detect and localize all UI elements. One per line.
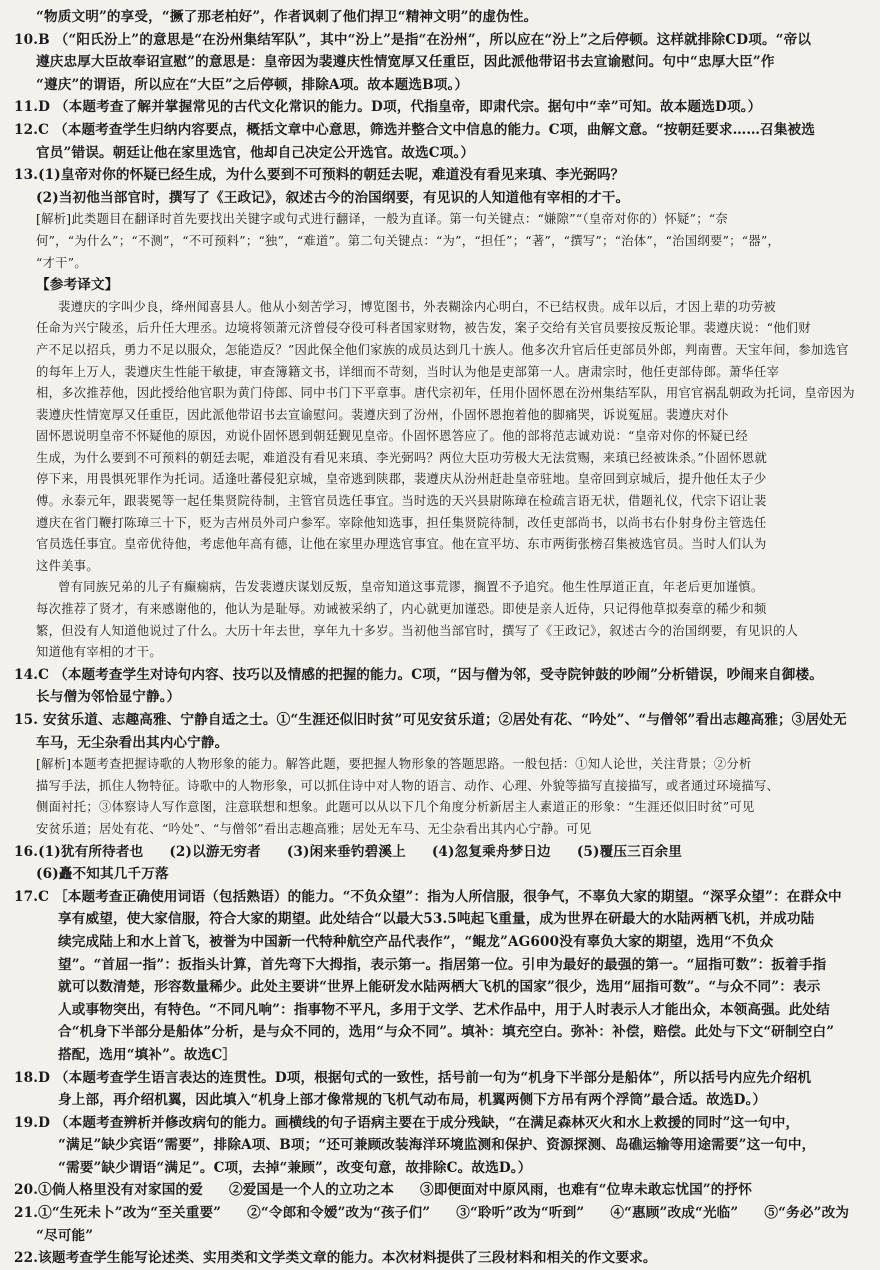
answer-option: ②“令郎和令嫒”改为“孩子们” <box>247 1205 431 1222</box>
text-line: “满足”缺少宾语“需要”，排除A项、B项；“还可兼顾改装海洋环境监测和保护、资源探测、岛礁运输等用途需要”这一句中， <box>58 1137 816 1154</box>
text-line: 曾有同族兄弟的儿子有癫痫病，告发裴遵庆谋划反叛，皇帝知道这事荒谬，搁置不予追究。他生性厚道正直，年老后更加谨慎。 <box>58 580 764 595</box>
text-line: [解析]本题考查把握诗歌的人物形象的能力。解答此题，要把握人物形象的答题思路。一般包括：①知人论世，关注背景；②分析 <box>36 757 752 772</box>
text-line: 12.C （本题考查学生归纳内容要点，概括文章中心意思，筛选并整合文中信息的能力。C项，曲解文意。“按朝廷要求……召集被选 <box>14 121 816 138</box>
text-line: 22.该题考查学生能写论述类、实用类和文学类文章的能力。本次材料提供了三段材料和相关的作文要求。 <box>14 1250 657 1267</box>
text-line: 车马，无尘杂看出其内心宁静。 <box>36 734 229 751</box>
text-line: 遵庆在省门鞭打陈璋三十下，贬为吉州员外司户参军。宰除他知选事，担任集贤院待制，改任吏部尚书，以尚书右仆射身份主管选任 <box>36 515 767 530</box>
text-line: 18.D （本题考查学生语言表达的连贯性。D项，根据句式的一致性，括号前一句为“机身下半部分是船体”，所以括号内应先介绍机 <box>14 1069 812 1086</box>
answer-option: (5)覆压三百余里 <box>576 843 683 860</box>
text-line: 知道他有宰相的才干。 <box>36 645 162 660</box>
answer-option: 21.①“生死未卜”改为“至关重要” <box>14 1205 222 1222</box>
text-line: 安贫乐道；居处有花、“吟处”、“与僧邻”看出志趣高雅；居处无车马、无尘杂看出其内心宁静。可见 <box>36 821 592 836</box>
text-line: 11.D （本题考查了解并掌握常见的古代文化常识的能力。D项，代指皇帝，即肃代宗。据句中“幸”可知。故本题选D项。） <box>14 99 762 116</box>
answer-option: (2)以游无穷者 <box>169 843 261 860</box>
text-line: 10.B （“阳氏汾上”的意思是“在汾州集结军队”，其中“汾上”是指“在汾州”，所以应在“汾上”之后停顿。这样就排除CD项。“帝以 <box>14 31 812 48</box>
text-line: “遵庆”的谓语，所以应在“大臣”之后停顿，排除A项。故本题选B项。） <box>36 76 469 93</box>
answer-options-line <box>14 1202 866 1225</box>
text-line: 裴遵庆的字叫少良，绛州闻喜县人。他从小刻苦学习，博览图书，外表糊涂内心明白，不已结权贵。成年以后，才因上辈的功劳被 <box>58 299 777 314</box>
text-line: 停下来，用畏惧死罪作为托词。适逢吐蕃侵犯京城，皇帝逃到陕郡，裴遵庆从汾州赶赴皇帝驻地。皇帝回到京城后，提升他任太子少 <box>36 472 767 487</box>
text-line: 望”。“首屈一指”：扳指头计算，首先弯下大拇指，表示第一。指居第一位。引申为最好的最强的第一。“屈指可数”：扳着手指 <box>58 956 827 973</box>
text-line: “需要”缺少谓语“满足”。C项，去掉“兼顾”，改变句意，故排除C。故选D。） <box>58 1159 532 1176</box>
answer-option: ⑤“务必”改为 <box>764 1205 850 1222</box>
text-line: 就可以数清楚，形容数量稀少。此处主要讲“世界上能研发水陆两栖大飞机的国家”很少，选用“屈指可数”。“与众不同”：表示 <box>58 979 821 996</box>
text-line: 傅。永泰元年，跟裴冕等一起任集贤院待制，主管官员选任事宜。当时选的天兴县尉陈璋在检疏言语无状，借题礼仪，代宗下诏让裴 <box>36 494 767 509</box>
text-line: [解析]此类题目在翻译时首先要找出关键字或句式进行翻译，一般为直译。第一句关键点：“嫌隙”“（皇帝对你的）怀疑”；“奈 <box>36 212 729 227</box>
answer-option: (3)闲来垂钓碧溪上 <box>286 843 406 860</box>
text-line: 产不足以招兵，勇力不足以服众，怎能造反？”因此保全他们家族的成员达到几十族人。他多次升官后任吏部员外郎，判南曹。天宝年间，参加选官 <box>36 342 849 357</box>
text-line: 的每年上万人，裴遵庆生性能干敏捷，审查簿籍文书，详细而不苛刻，当时认为他是吏部第一人。唐肃宗时，他任吏部侍郎。萧华任宰 <box>36 364 780 379</box>
text-line: “尽可能” <box>36 1227 94 1244</box>
text-line: 何”，“为什么”；“不测”，“不可预料”；“独”，“难道”。第二句关键点：“为”，“担任”；“著”，“撰写”；“治体”，“治国纲要”；“器”， <box>36 233 781 248</box>
text-line: 19.D （本题考查辨析并修改病句的能力。画横线的句子语病主要在于成分残缺，“在满足森林灭火和水上救援的同时”这一句中， <box>14 1114 800 1131</box>
text-line: 15. 安贫乐道、志趣高雅、宁静自适之士。①“生涯还似旧时贫”可见安贫乐道；②居处有花、“吟处”、“与僧邻”看出志趣高雅；③居处无 <box>14 712 847 728</box>
text-line: 裴遵庆性情宽厚又任重臣，因此派他带诏书去宣谕慰问。裴遵庆到了汾州，仆固怀恩抱着他的脚痛哭，诉说冤屈。裴遵庆对仆 <box>36 407 729 422</box>
text-line: 任命为兴宁陵丞，后升任大理丞。边境将领萧元济曾侵夺役可科者国家财物，被告发，案子交给有关官员要按反叛论罪。裴遵庆说：“他们财 <box>36 321 811 336</box>
text-line: 长与僧为邻恰显宁静。） <box>36 689 181 706</box>
text-line: 侧面衬托；③体察诗人写作意图，注意联想和想象。此题可以从以下几个角度分析新居主人素道正的形象：“生涯还似旧时贫”可见 <box>36 800 755 815</box>
text-line: 14.C （本题考查学生对诗句内容、技巧以及情感的把握的能力。C项，“因与僧为邻，受寺院钟鼓的吵闹”分析错误，吵闹来自御楼。 <box>14 666 824 683</box>
text-line: 身上部，再介绍机翼，因此填入“机身上部才像常规的飞机气动布局，机翼两侧下方吊有两个浮筒”最合适。故选D。） <box>58 1092 767 1109</box>
answer-text-body <box>14 6 866 1270</box>
answer-option: (4)忽复乘舟梦日边 <box>431 843 551 860</box>
answer-option: 20.①倘人格里没有对家国的爱 <box>14 1182 204 1199</box>
text-line: (2)当初他当部官时，撰写了《王政记》，叙述古今的治国纲要，有见识的人知道他有宰相的才干。 <box>36 189 630 206</box>
text-line: “才干”。 <box>36 255 87 270</box>
text-line: 【参考译文】 <box>36 277 119 294</box>
text-line: 相，多次推荐他，因此授给他官职为黄门侍郎、同中书门下平章事。唐代宗初年，任用仆固怀恩在汾州集结军队，用官官祸乱朝政为托词，皇帝因为 <box>36 386 855 401</box>
text-line: 合“机身下半部分是船体”分析，是与众不同的，选用“与众不同”。填补：填充空白。弥补：补偿，赔偿。此处与下文“研制空白” <box>58 1024 835 1041</box>
text-line: 繁，但没有人知道他说过了什么。大历十年去世，享年九十多岁。当初他当部官时，撰写了《王政记》，叙述古今的治国纲要，有见识的人 <box>36 623 799 638</box>
text-line: 17.C ［本题考查正确使用词语（包括熟语）的能力。“不负众望”：指为人所信服，很争气，不辜负大家的期望。“深孚众望”：在群众中 <box>14 888 842 905</box>
text-line: 官员选任事宜。皇帝优待他，考虑他年高有德，让他在家里办理选官事宜。他在宣平坊、东市两街张榜召集被选官员。当时人们认为 <box>36 537 767 552</box>
answer-options-line <box>14 1179 866 1202</box>
text-line: 这件美事。 <box>36 558 99 573</box>
answer-option: 16.(1)犹有所待者也 <box>14 843 144 860</box>
text-line: “物质文明”的享受，“撅了那老柏好”，作者讽刺了他们捍卫“精神文明”的虚伪性。 <box>36 9 538 25</box>
text-line: 每次推荐了贤才，有来感谢他的，他认为是耻辱。劝诫被采纳了，内心就更加谨恐。即使是亲人近侍，只记得他草拟奏章的稀少和频 <box>36 602 767 617</box>
answer-option: ③即便面对中原风雨，也难有“位卑未敢忘忧国”的抒怀 <box>419 1182 753 1199</box>
answer-option: ④“惠顾”改成“光临” <box>610 1205 739 1222</box>
text-line: 固怀恩说明皇帝不怀疑他的原因，劝说仆固怀恩到朝廷觐见皇帝。仆固怀恩答应了。他的部将范志诚劝说：“皇帝对你的怀疑已经 <box>36 429 749 444</box>
text-line: 描写手法，抓住人物特征。诗歌中的人物形象，可以抓住诗中对人物的语言、动作、心理、外貌等描写直接描写，或者通过环境描写、 <box>36 778 780 793</box>
text-line: 享有威望，使大家信服，符合大家的期望。此处结合“以最大53.5吨起飞重量，成为世界在研最大的水陆两栖飞机，并成功陆 <box>58 911 815 928</box>
text-line: 遵庆忠厚大臣故奉诏宣慰”的意思是：皇帝因为裴遵庆性情宽厚又任重臣，因此派他带诏书去宣谕慰问。句中“忠厚大臣”作 <box>36 54 775 71</box>
answer-option: ②爱国是一个人的立功之本 <box>229 1182 394 1199</box>
answer-option: ③“聆听”改为“听到” <box>456 1205 585 1222</box>
answer-options-line <box>14 841 866 864</box>
text-line: 官员”错误。朝廷让他在家里选官，他却自己决定公开选官。故选C项。） <box>36 144 475 161</box>
text-line: 人或事物突出，有特色。“不同凡响”：指事物不平凡，多用于文学、艺术作品中，用于人时表示人才能出众，本领高强。此处结 <box>58 1001 830 1018</box>
text-line: 搭配，选用“填补”。故选C］ <box>58 1046 237 1063</box>
text-line: 生成，为什么要到不可预料的朝廷去呢，难道没有看见来瑱、李光弼吗？两位大臣功劳极大无法赏赐，来瑱已经被诛杀。”仆固怀恩就 <box>36 450 768 465</box>
text-line: 13.(1)皇帝对你的怀疑已经生成，为什么要到不可预料的朝廷去呢，难道没有看见来瑱、李光弼吗？ <box>14 167 625 184</box>
text-line: (6)矗不知其几千万落 <box>36 866 169 883</box>
text-line: 续完成陆上和水上首飞，被誉为中国新一代特种航空产品代表作”，“鲲龙”AG600没有辜负大家的期望，选用“不负众 <box>58 933 774 950</box>
